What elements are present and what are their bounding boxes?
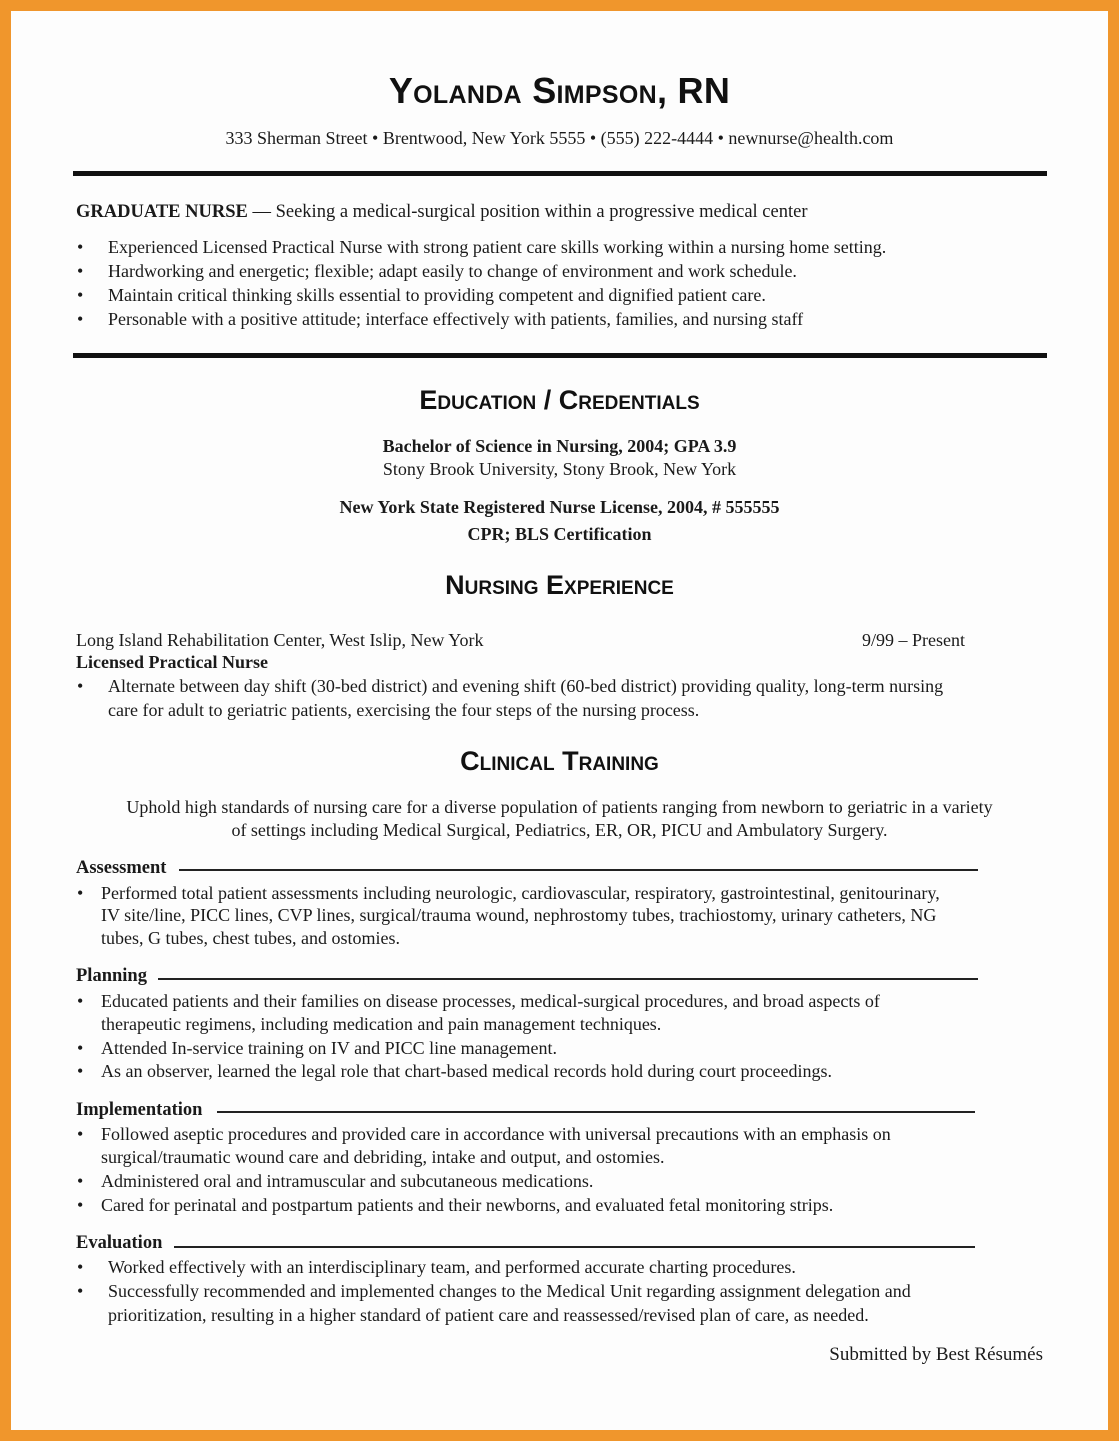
summary-bullet: Experienced Licensed Practical Nurse with strong patient care skills working within a nursing home setting.	[108, 237, 887, 257]
bullet-dot: •	[77, 1038, 84, 1058]
assessment-line: IV site/line, PICC lines, CVP lines, surgical/trauma wound, nephrostomy tubes, trachiostomy, urinary catheters, NG	[101, 905, 937, 925]
experience-bullet-line: care for adult to geriatric patients, exercising the four steps of the nursing process.	[108, 700, 700, 720]
bullet-dot: •	[77, 1195, 84, 1215]
planning-rule	[158, 978, 978, 980]
bullet-dot: •	[77, 1124, 84, 1144]
bullet-dot: •	[77, 261, 84, 281]
evaluation-line: prioritization, resulting in a higher standard of patient care and reassessed/revised plan of care, as needed.	[108, 1305, 869, 1325]
contact-info: 333 Sherman Street • Brentwood, New York 5555 • (555) 222-4444 • newnurse@health.com	[225, 128, 894, 148]
implementation-line: Administered oral and intramuscular and subcutaneous medications.	[101, 1171, 594, 1191]
summary-bullet: Personable with a positive attitude; interface effectively with patients, families, and nursing staff	[108, 309, 804, 329]
evaluation-rule	[174, 1246, 975, 1248]
summary-bullet: Maintain critical thinking skills essential to providing competent and dignified patient care.	[108, 285, 766, 305]
bullet-dot: •	[77, 1257, 84, 1277]
bullet-dot: •	[77, 1061, 84, 1081]
objective-role: GRADUATE NURSE	[76, 202, 248, 222]
candidate-name: Yolanda Simpson, RN	[388, 70, 731, 111]
clinical-intro-line: Uphold high standards of nursing care for a diverse population of patients ranging from newborn to geriatric in a variety	[126, 797, 993, 817]
assessment-heading: Assessment	[76, 858, 167, 878]
license: New York State Registered Nurse License, 2004, # 555555	[339, 497, 780, 517]
bullet-dot: •	[77, 1171, 84, 1191]
implementation-rule	[217, 1111, 975, 1113]
evaluation-line: Successfully recommended and implemented changes to the Medical Unit regarding assignment delegation and	[108, 1281, 911, 1301]
planning-line: therapeutic regimens, including medication and pain management techniques.	[101, 1014, 662, 1034]
bullet-dot: •	[77, 309, 84, 329]
summary-bullet: Hardworking and energetic; flexible; adapt easily to change of environment and work schedule.	[108, 261, 797, 281]
planning-line: Educated patients and their families on disease processes, medical-surgical procedures, and broad aspects of	[101, 991, 880, 1011]
assessment-line: tubes, G tubes, chest tubes, and ostomies.	[101, 928, 400, 948]
certification: CPR; BLS Certification	[467, 524, 652, 544]
evaluation-heading: Evaluation	[76, 1233, 163, 1253]
clinical-intro-line: of settings including Medical Surgical, Pediatrics, ER, OR, PICU and Ambulatory Surgery.	[231, 820, 888, 840]
planning-line: Attended In-service training on IV and PICC line management.	[101, 1038, 558, 1058]
section-divider	[73, 353, 1047, 358]
bullet-dot: •	[77, 991, 84, 1011]
experience-heading: Nursing Experience	[445, 570, 674, 600]
bullet-dot: •	[77, 883, 84, 903]
implementation-line: Cared for perinatal and postpartum patients and their newborns, and evaluated fetal monitoring strips.	[101, 1195, 834, 1215]
assessment-rule	[179, 869, 978, 871]
planning-heading: Planning	[76, 966, 147, 986]
bullet-dot: •	[77, 1281, 84, 1301]
objective-text: — Seeking a medical-surgical position within a progressive medical center	[247, 202, 808, 222]
education-heading: Education / Credentials	[419, 385, 700, 415]
bullet-dot: •	[77, 676, 84, 696]
bullet-dot: •	[77, 285, 84, 305]
evaluation-line: Worked effectively with an interdisciplinary team, and performed accurate charting procedures.	[108, 1257, 796, 1277]
objective-line	[76, 202, 807, 223]
implementation-heading: Implementation	[76, 1100, 203, 1120]
implementation-line: surgical/traumatic wound care and debriding, intake and output, and ostomies.	[101, 1147, 665, 1167]
footer-credit: Submitted by Best Résumés	[829, 1344, 1043, 1365]
top-divider	[73, 171, 1047, 176]
implementation-line: Followed aseptic procedures and provided care in accordance with universal precautions with an emphasis on	[101, 1124, 891, 1144]
employer: Long Island Rehabilitation Center, West Islip, New York	[76, 630, 484, 650]
degree: Bachelor of Science in Nursing, 2004; GPA 3.9	[382, 436, 737, 456]
bullet-dot: •	[77, 237, 84, 257]
employment-dates: 9/99 – Present	[862, 630, 965, 650]
clinical-heading: Clinical Training	[460, 746, 659, 776]
school: Stony Brook University, Stony Brook, New York	[382, 459, 737, 479]
planning-line: As an observer, learned the legal role that chart-based medical records hold during court proceedings.	[101, 1061, 832, 1081]
assessment-line: Performed total patient assessments including neurologic, cardiovascular, respiratory, gastrointestinal, genitourinary,	[101, 883, 940, 903]
job-title: Licensed Practical Nurse	[76, 652, 268, 672]
experience-bullet-line: Alternate between day shift (30-bed district) and evening shift (60-bed district) providing quality, long-term nursing	[108, 676, 944, 696]
